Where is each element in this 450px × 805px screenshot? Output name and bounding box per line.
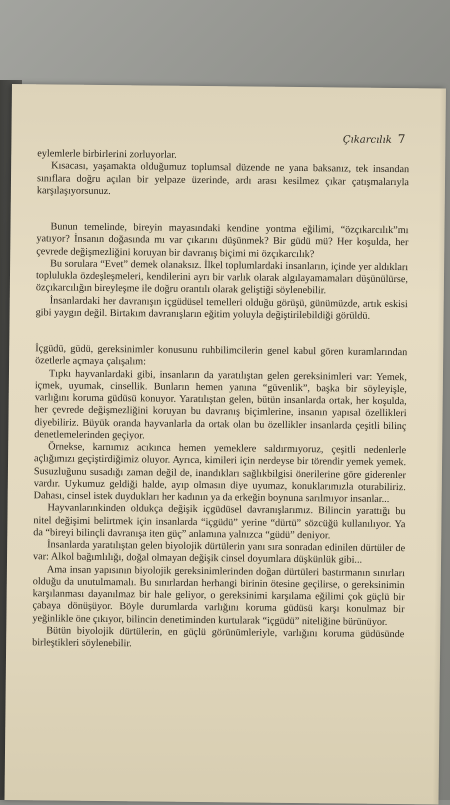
paragraph-3: Bunun temelinde, bireyin mayasındaki kendine yontma eğilimi, “özçıkarcılık”mı yatıyor? İnsanın doğasında mı var çıkarını düşünmek? Bir güdü mü? Her koşulda, her çevrede değişmezliğini koruyan bir davranış biçimi mi özçıkarcılık? [36,221,409,260]
paragraph-4: Bu sorulara “Evet” demek olanaksız. İlkel toplumlardaki insanların, içinde yer aldıkları toplulukla özdeşleşmeleri, kendilerini ayrı bir varlık olarak algılayamamaları düşünülürse, özçıkarcılığın bireyleşme ile doğru orantılı olarak geliştiği söylenebilir. [35,258,409,297]
paragraph-2: Kısacası, yaşamakta olduğumuz toplumsal düzende ne yana baksanız, tek insandan sınıflara doğru açılan bir yelpaze üzerinde, ardı arası kesilmez çıkar çatışmalarıyla karşılaşıyorsunuz. [36,160,410,197]
paragraph-7: Tıpkı hayvanlardaki gibi, insanların da yaratılıştan gelen gereksinimleri var: Yemek, içmek, uyumak, cinsellik. Bunların hemen yanına “güvenlik”, başka bir söyleyişle, varlığını koruma güdüsü konuyor. Yaratılıştan gelen, bütün insanlarda ortak, her koşulda, her çevrede değişmezliğini koruyan bu davranış biçimlerine, insanın yapısal özellikleri diyebiliriz. Büyük oranda hayvanlarla da ortak olan bu özellikler insanlarda çeşitli bilinç denetlemelerinden geçiyor. [34,367,408,442]
book-page [5,84,446,805]
paragraph-9: Hayvanlarınkinden oldukça değişik içgüdüsel davranışlarımız. Bilincin yarattığı bu nitel değişimi belirtmek için insanlarda “içgüdü” yerine “dürtü” sözcüğü kullanılıyor. Ya da “bireyi bilinçli davranışa iten güç” anlamına yalnızca “güdü” deniyor. [33,502,406,542]
paragraph-10: İnsanlarda yaratılıştan gelen biyolojik dürtülerin yanı sıra sonradan edinilen dürtüler de var: Alkol bağımlılığı, doğal olmayan değişik cinsel doyumlara düşkünlük gibi... [32,539,406,566]
page-text [32,148,409,653]
paragraph-6: İçgüdü, güdü, gereksinimler konusunu ruhbilimcilerin genel kabul gören kuramlarından özetlerle açmaya çalışalım: [35,343,408,368]
paragraph-8: Örnekse, karnımız acıkınca hemen yemeklere saldırmıyoruz, çeşitli nedenlerle açlığımızı geçiştirdiğimiz oluyor. Ayrıca, kimileri için nerdeyse bir törendir yemek yemek. Susuzluğunu susadığı zaman değil de, inandıkları sağlıkbilgisi önerilerine göre giderenler vardır. Uykumuz geldiği halde, ayıp olmasın diye uyumaz, konuklarımızla oturabiliriz. Dahası, cinsel istek duydukları her kadının ya da erkeğin boynuna sarılmıyor insanlar... [33,441,407,505]
paragraph-11: Ama insan yapısının biyolojik gereksinimlerinden doğan dürtüleri bastırmanın sınırları olduğu da unutulmamalı. Bu sınırlardan herhangi birinin ötesine geçilirse, o gereksinimin karşılanması dayanılmaz bir hale geliyor, o gereksinimi karşılama eğilimi çok güçlü bir çabaya dönüşüyor. Böyle durumlarda varlığını koruma güdüsü karşı konulmaz bir yeğinlikle öne çıkıyor, bilincin denetiminden kurtularak “içgüdü” niteliğine bürünüyor. [32,563,405,628]
paragraph-1: eylemlerle birbirlerini zorluyorlar. [37,148,177,161]
paragraph-5: İnsanlardaki her davranışın içgüdüsel temelleri olduğu görüşü, günümüzde, artık eskisi gibi yaygın değil. Birtakım davranışların eğitim yoluyla değiştirilebildiği görüldü. [35,294,408,322]
paragraph-12: Bütün biyolojik dürtülerin, en güçlü görünümleriyle, varlığını koruma güdüsünde birleştikleri söylenebilir. [32,625,405,650]
running-title: Çıkarcılık [342,134,392,146]
page-number: 7 [397,132,406,147]
page-header [343,131,406,146]
